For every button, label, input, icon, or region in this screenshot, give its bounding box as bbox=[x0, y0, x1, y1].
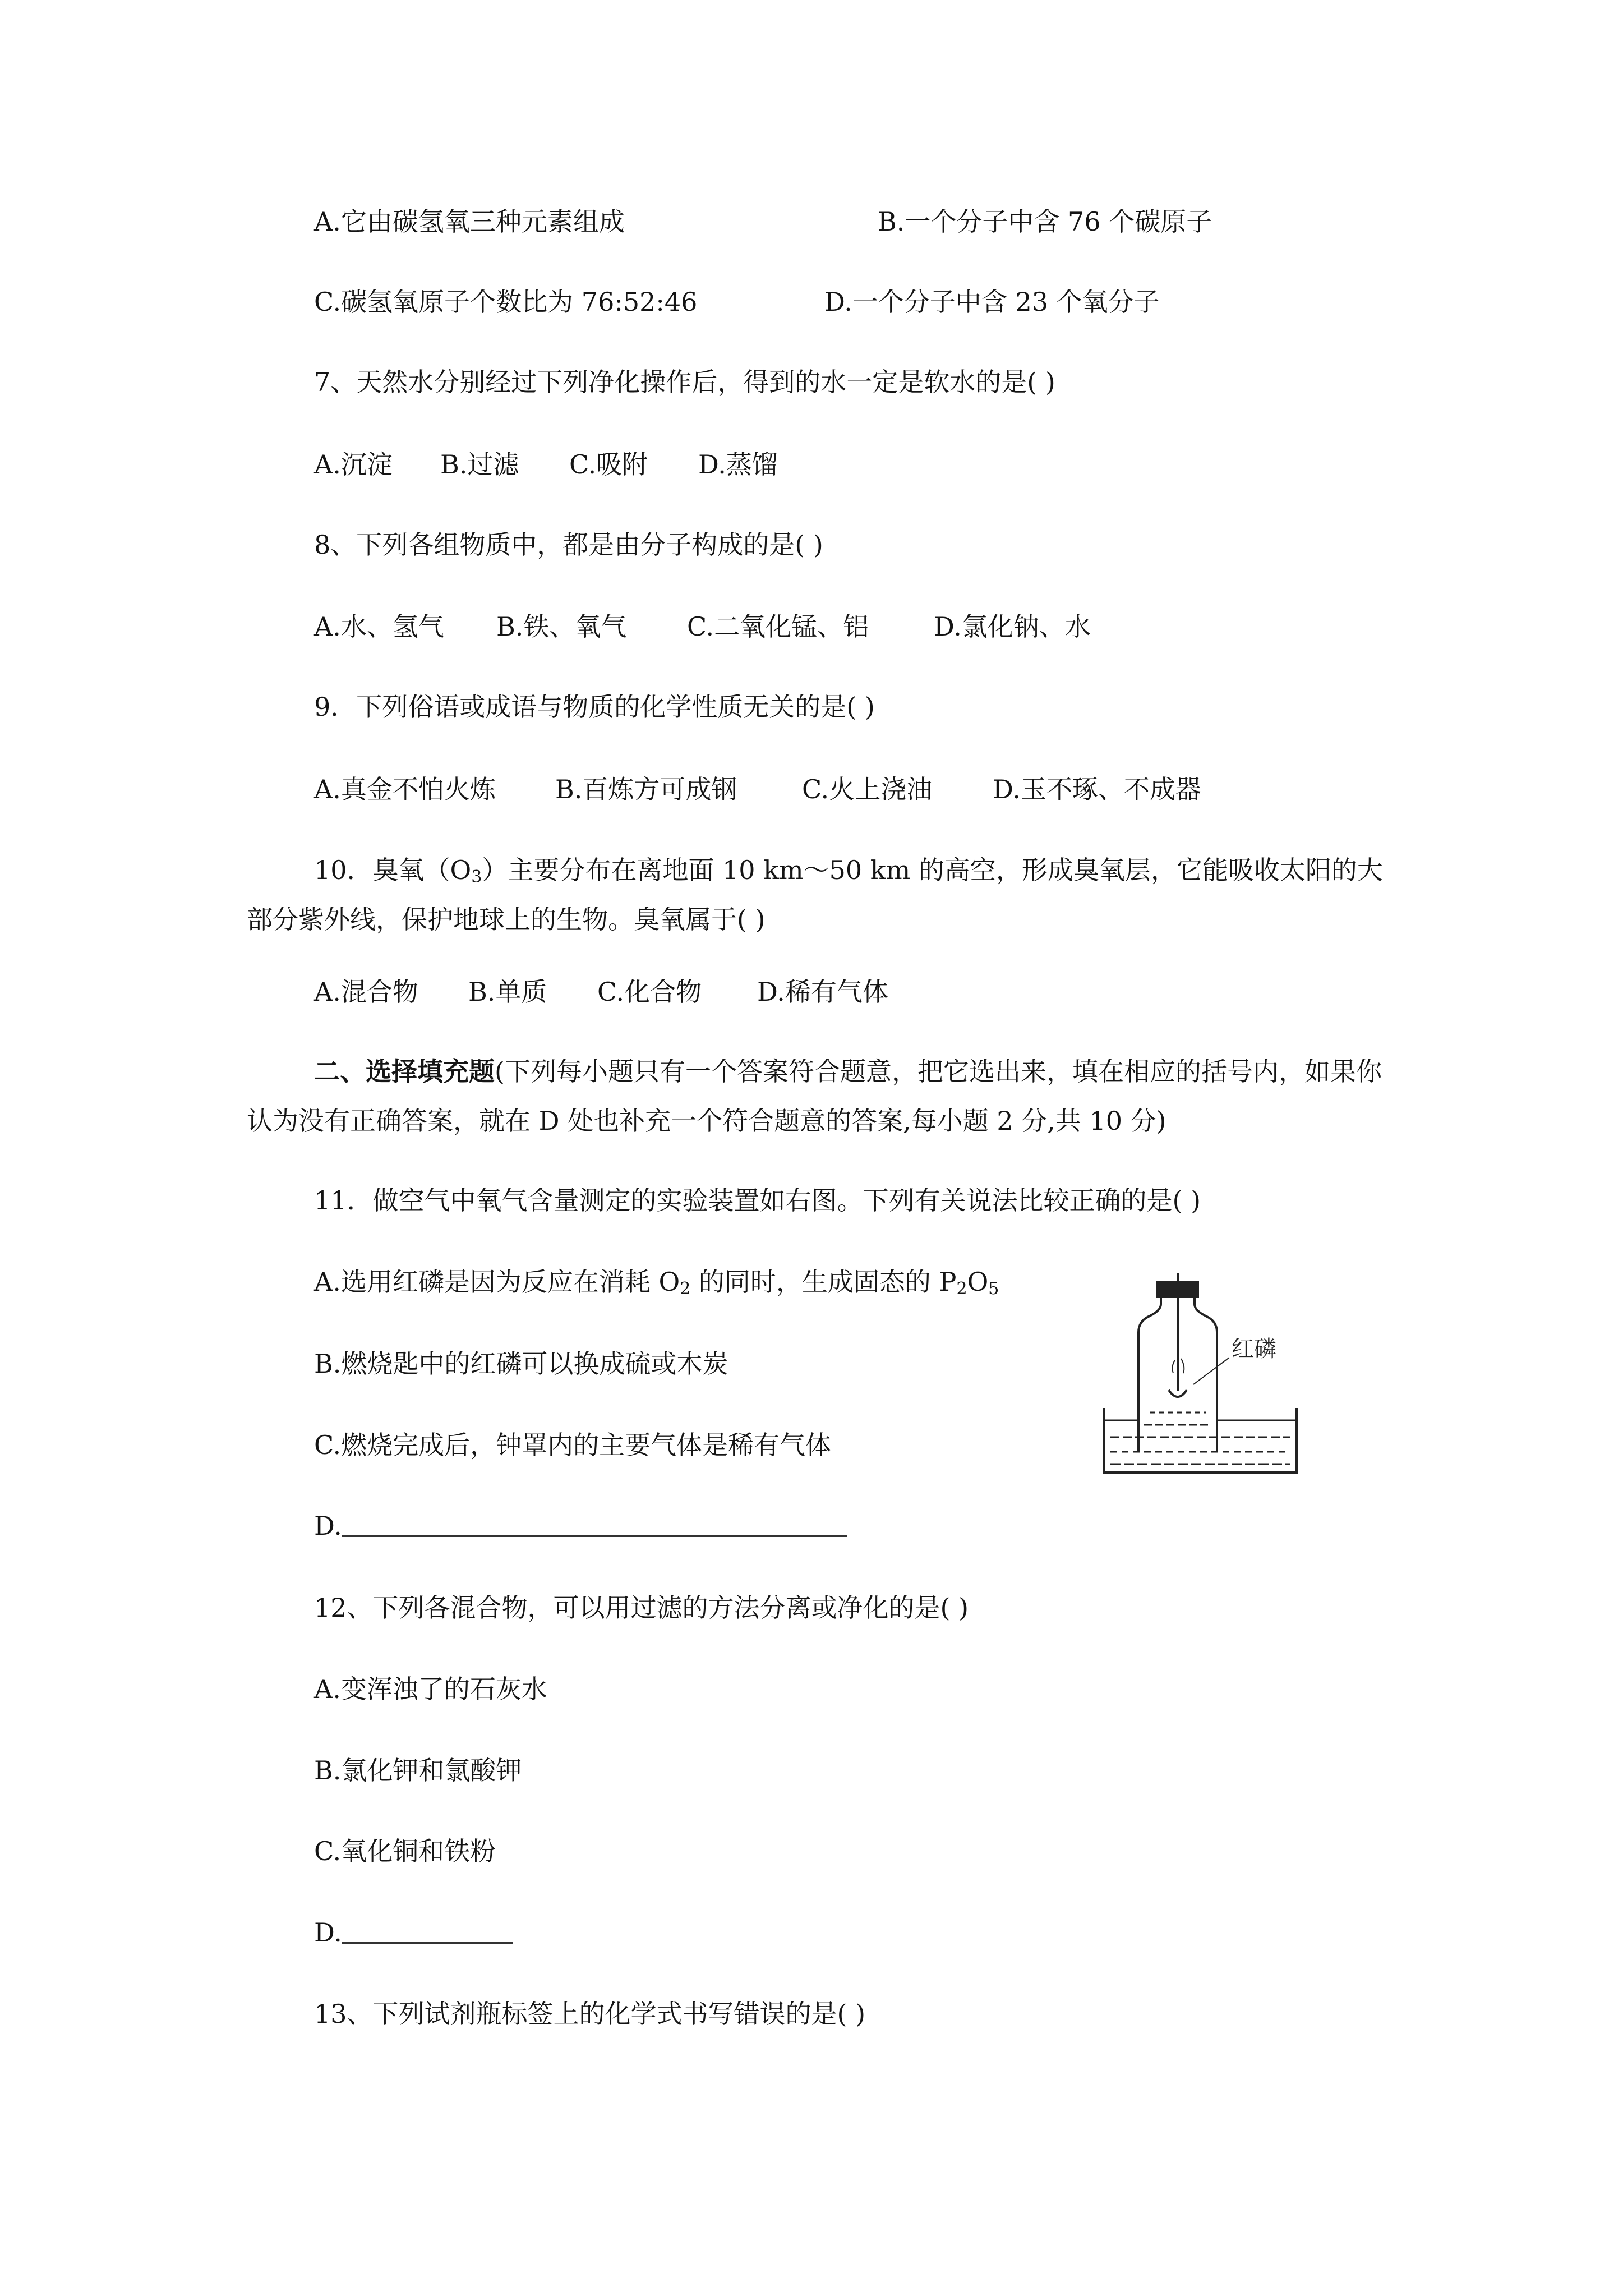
q12-option-d: D. bbox=[314, 1920, 513, 1945]
q7-option-b: B.过滤 bbox=[440, 449, 519, 480]
water-lines bbox=[1104, 1412, 1297, 1464]
q7-option-c: C.吸附 bbox=[569, 449, 648, 480]
water-trough bbox=[1104, 1408, 1297, 1473]
q12-option-c: C.氧化铜和铁粉 bbox=[314, 1836, 496, 1866]
q10-option-c: C.化合物 bbox=[597, 977, 702, 1007]
q11-option-b: B.燃烧匙中的红磷可以换成硫或木炭 bbox=[314, 1349, 728, 1379]
q7-stem: 7、天然水分别经过下列净化操作后，得到的水一定是软水的是( ) bbox=[314, 367, 1055, 397]
q12-option-a: A.变浑浊了的石灰水 bbox=[314, 1674, 547, 1704]
q11-stem: 11．做空气中氧气含量测定的实验装置如右图。下列有关说法比较正确的是( ) bbox=[314, 1185, 1201, 1216]
q8-option-a: A.水、氢气 bbox=[314, 611, 444, 642]
q9-stem: 9．下列俗语或成语与物质的化学性质无关的是( ) bbox=[314, 692, 875, 722]
q12-option-b: B.氯化钾和氯酸钾 bbox=[314, 1755, 522, 1786]
q7-option-a: A.沉淀 bbox=[314, 449, 393, 480]
q11-answer-blank[interactable] bbox=[342, 1535, 847, 1537]
q8-stem: 8、下列各组物质中，都是由分子构成的是( ) bbox=[314, 530, 823, 560]
q6-option-a: A.它由碳氢氧三种元素组成 bbox=[314, 206, 625, 237]
q9-option-a: A.真金不怕火炼 bbox=[314, 774, 496, 804]
q7-option-d: D.蒸馏 bbox=[698, 449, 778, 480]
q8-option-d: D.氯化钠、水 bbox=[934, 611, 1091, 642]
q8-option-b: B.铁、氧气 bbox=[496, 611, 627, 642]
q9-option-c: C.火上浇油 bbox=[802, 774, 933, 804]
q10-stem: 10．臭氧$(O_3)$主要分布在离地面 10 km～50 km 的高空，形成臭氧层，它能吸收太阳的大部分紫外线，保护地球上的生物。臭氧属于( ) bbox=[247, 855, 1383, 935]
q11-option-c: C.燃烧完成后，钟罩内的主要气体是稀有气体 bbox=[314, 1430, 832, 1460]
q10-option-d: D.稀有气体 bbox=[757, 977, 888, 1007]
q13-stem: 13、下列试剂瓶标签上的化学式书写错误的是( ) bbox=[314, 1999, 866, 2029]
q10-option-a: A.混合物 bbox=[314, 977, 418, 1007]
q9-option-b: B.百炼方可成钢 bbox=[555, 774, 737, 804]
section-2-instructions: 二、选择填充题(下列每小题只有一个答案符合题意，把它选出来，填在相应的括号内，如果你认为没有正确答案，就在 D 处也补充一个符合题意的答案,每小题 2 分,共 10 分) bbox=[247, 1056, 1382, 1136]
q6-option-b: B.一个分子中含 76 个碳原子 bbox=[878, 206, 1212, 237]
q11-option-d: D. bbox=[314, 1513, 847, 1539]
q12-stem: 12、下列各混合物，可以用过滤的方法分离或净化的是( ) bbox=[314, 1593, 969, 1623]
section-2-title: 二、选择填充题 bbox=[314, 1056, 495, 1087]
q9-option-d: D.玉不琢、不成器 bbox=[993, 774, 1201, 804]
red-phosphorus-label: 红磷 bbox=[1232, 1336, 1276, 1362]
apparatus-figure bbox=[1099, 1273, 1335, 1487]
q6-option-c: C.碳氢氧原子个数比为 76:52:46 bbox=[314, 287, 698, 317]
q6-option-d: D.一个分子中含 23 个氧分子 bbox=[824, 287, 1160, 317]
q8-option-c: C.二氧化锰、铝 bbox=[687, 611, 869, 642]
q12-answer-blank[interactable] bbox=[342, 1942, 513, 1944]
q11-option-a: A.选用红磷是因为反应在消耗 $O_2$ 的同时，生成固态的 $P_2O_5$ bbox=[314, 1267, 999, 1299]
q10-option-b: B.单质 bbox=[468, 977, 547, 1007]
